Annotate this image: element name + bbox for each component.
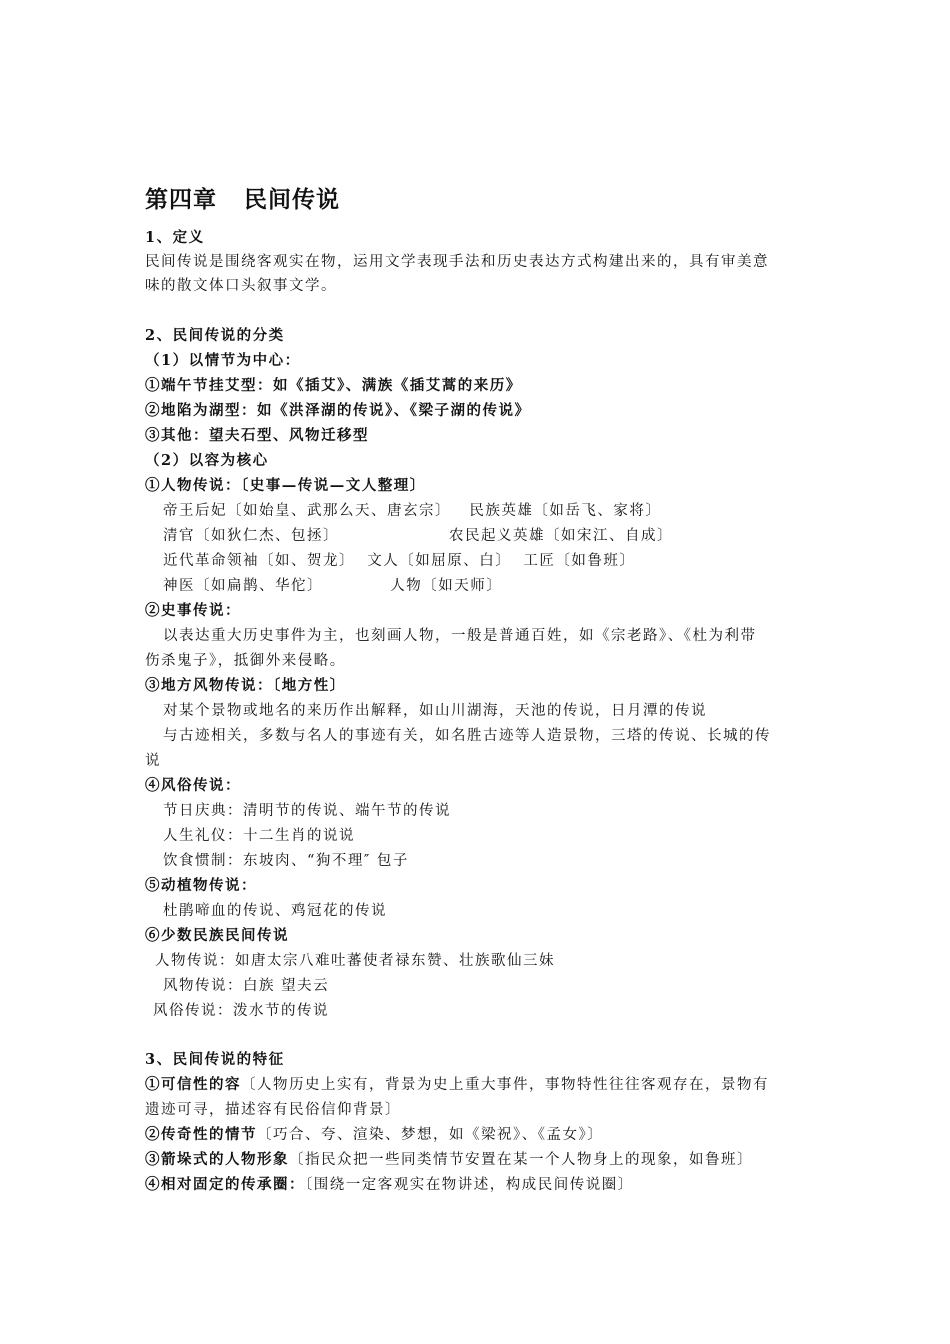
feature-line [145, 1125, 603, 1145]
list-item: ①端午节挂艾型：如《插艾》、满族《插艾蒿的来历》 [145, 377, 522, 394]
section-heading-classification: 2、民间传说的分类 [145, 327, 285, 344]
item-line: 以表达重大历史事件为主，也刻画人物，一般是普通百姓，如《宗老路》、《杜为利带 [163, 628, 757, 644]
item-line: 对某个景物或地名的来历作出解释，如山川湖海，天池的传说，日月潭的传说 [163, 703, 707, 719]
paragraph-line: 民间传说是围绕客观实在物，运用文学表现手法和历史表达方式构建出来的，具有审美意 [145, 254, 769, 270]
feature-note: 〔人物历史上实有，背景为史上重大事件，事物特性往往客观存在，景物有 [241, 1077, 769, 1093]
item-heading: ①人物传说：〔史事—传说—文人整理〕 [145, 477, 426, 494]
feature-line [145, 1175, 634, 1195]
list-item: ③其他：望夫石型、风物迁移型 [145, 427, 369, 444]
item-line: 说 [145, 753, 161, 769]
feature-line [145, 1075, 769, 1095]
feature-note: 〔围绕一定客观实在物讲述，构成民间传说圈〕 [305, 1177, 634, 1193]
item-heading: ⑥少数民族民间传说 [145, 927, 289, 944]
paragraph-line: 味的散文体口头叙事文学。 [145, 278, 337, 294]
item-line: 人物传说：如唐太宗八难吐蕃使者禄东赞、壮族歌仙三妹 [155, 953, 555, 969]
item-line: 神医〔如扁鹊、华佗〕 人物〔如天师〕 [163, 578, 503, 594]
subheading: （1）以情节为中心： [145, 352, 301, 369]
item-line: 饮食惯制：东坡肉、“狗不理″ 包子 [163, 853, 409, 869]
item-line: 伤杀鬼子》，抵御外来侵略。 [145, 653, 346, 669]
section-heading-definition: 1、定义 [145, 229, 205, 246]
list-item: ②地陷为湖型：如《洪泽湖的传说》、《梁子湖的传说》 [145, 402, 531, 419]
subheading: （2）以容为核心 [145, 452, 269, 469]
feature-line: 遗迹可寻，描述容有民俗信仰背景〕 [145, 1102, 401, 1118]
feature-label: ③箭垛式的人物形象 [145, 1151, 289, 1168]
chapter-title: 第四章 民间传说 [145, 186, 341, 213]
feature-line [145, 1150, 753, 1170]
item-line: 人生礼仪：十二生肖的说说 [163, 828, 355, 844]
item-heading: ⑤动植物传说： [145, 877, 257, 894]
item-heading: ④风俗传说： [145, 777, 241, 794]
feature-note: 〔指民众把一些同类情节安置在某一个人物身上的现象，如鲁班〕 [289, 1152, 753, 1168]
item-line: 清官〔如狄仁杰、包拯〕 农民起义英雄〔如宋江、自成〕 [163, 528, 673, 544]
item-line: 风物传说：白族 望夫云 [163, 978, 330, 994]
item-line: 节日庆典：清明节的传说、端午节的传说 [163, 803, 451, 819]
item-heading: ②史事传说： [145, 602, 241, 619]
item-line: 风俗传说：泼水节的传说 [153, 1003, 329, 1019]
section-heading-features: 3、民间传说的特征 [145, 1051, 285, 1068]
feature-label: ②传奇性的情节 [145, 1126, 257, 1143]
item-line: 与古迹相关，多数与名人的事迹有关，如名胜古迹等人造景物，三塔的传说、长城的传 [163, 728, 771, 744]
feature-label: ①可信性的容 [145, 1076, 241, 1093]
item-line: 杜鹃啼血的传说、鸡冠花的传说 [163, 903, 387, 919]
item-line: 近代革命领袖〔如、贺龙〕 文人〔如屈原、白〕 工匠〔如鲁班〕 [163, 553, 636, 569]
feature-label: ④相对固定的传承圈： [145, 1176, 305, 1193]
feature-note: 〔巧合、夸、渲染、梦想，如《梁祝》、《孟女》〕 [257, 1127, 604, 1143]
item-line: 帝王后妃〔如始皇、武那么天、唐玄宗〕 民族英雄〔如岳飞、家将〕 [163, 503, 662, 519]
item-heading: ③地方风物传说：〔地方性〕 [145, 677, 346, 694]
